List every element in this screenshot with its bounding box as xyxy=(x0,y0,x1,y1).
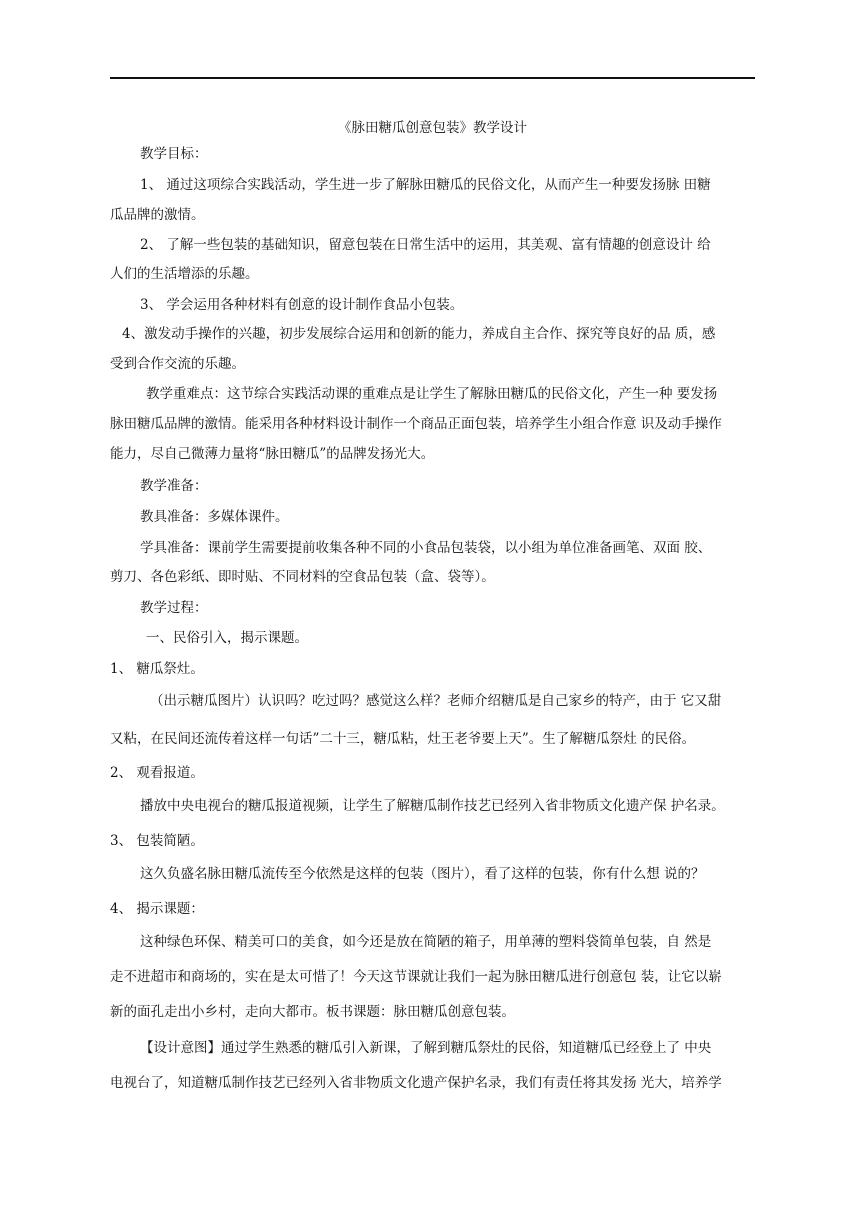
text-line: 教学重难点：这节综合实践活动课的重难点是让学生了解脉田糖瓜的民俗文化，产生一种 要发扬 xyxy=(146,386,718,402)
text-line: 瓜品牌的激情。 xyxy=(110,207,205,223)
text-line: 3、 学会运用各种材料有创意的设计制作食品小包装。 xyxy=(140,297,464,313)
text-line: 这种绿色环保、精美可口的美食，如今还是放在简陋的箱子，用单薄的塑料袋简单包装，自 然是 xyxy=(140,934,712,950)
text-line: 走不进超市和商场的，实在是太可惜了！今天这节课就让我们一起为脉田糖瓜进行创意包 装，让它以崭 xyxy=(110,969,722,985)
text-line: 播放中央电视台的糖瓜报道视频，让学生了解糖瓜制作技艺已经列入省非物质文化遗产保 护名录。 xyxy=(140,798,725,814)
text-line: 教学目标： xyxy=(140,146,208,162)
text-line: 受到合作交流的乐趣。 xyxy=(110,356,245,372)
text-line: 一、民俗引入，揭示课题。 xyxy=(146,630,308,646)
text-line: 脉田糖瓜品牌的激情。能采用各种材料设计制作一个商品正面包装，培养学生小组合作意 识及动手操作 xyxy=(110,416,722,432)
header-rule xyxy=(110,77,755,79)
text-line: （出示糖瓜图片）认识吗？吃过吗？感觉这么样？老师介绍糖瓜是自己家乡的特产，由于 它又甜 xyxy=(150,693,722,709)
text-line: 3、 包装简陋。 xyxy=(110,833,204,849)
text-line: 4、 揭示课题： xyxy=(110,901,204,917)
text-line: 1、 通过这项综合实践活动，学生进一步了解脉田糖瓜的民俗文化，从而产生一种要发扬脉 田糖 xyxy=(140,177,711,193)
text-line: 学具准备：课前学生需要提前收集各种不同的小食品包装袋，以小组为单位准备画笔、双面 胶、 xyxy=(140,540,712,556)
document-title: 《脉田糖瓜创意包装》教学设计 xyxy=(338,120,527,136)
text-line: 电视台了，知道糖瓜制作技艺已经列入省非物质文化遗产保护名录，我们有责任将其发扬 光大，培养学 xyxy=(110,1075,722,1091)
text-line: 剪刀、各色彩纸、即时贴、不同材料的空食品包装（盒、袋等）。 xyxy=(110,569,495,585)
text-line: 能力，尽自己微薄力量将“脉田糖瓜”的品牌发扬光大。 xyxy=(110,446,435,462)
text-line: 又粘，在民间还流传着这样一句话”二十三，糖瓜粘，灶王老爷要上天”。生了解糖瓜祭灶 的民俗。 xyxy=(110,731,696,747)
text-line: 这久负盛名脉田糖瓜流传至今依然是这样的包装（图片），看了这样的包装，你有什么想 说的？ xyxy=(140,866,705,882)
text-line: 新的面孔走出小乡村，走向大都市。板书课题：脉田糖瓜创意包装。 xyxy=(110,1004,515,1020)
text-line: 教学过程： xyxy=(140,600,208,616)
text-line: 人们的生活增添的乐趣。 xyxy=(110,266,259,282)
text-line: 2、 了解一些包装的基础知识，留意包装在日常生活中的运用，其美观、富有情趣的创意设计 给 xyxy=(140,237,711,253)
text-line: 2、 观看报道。 xyxy=(110,765,204,781)
text-line: 教学准备： xyxy=(140,478,208,494)
text-line: 教具准备：多媒体课件。 xyxy=(140,509,289,525)
text-line: 【设计意图】通过学生熟悉的糖瓜引入新课，了解到糖瓜祭灶的民俗，知道糖瓜已经登上了 中央 xyxy=(140,1040,712,1056)
text-line: 1、 糖瓜祭灶。 xyxy=(110,661,204,677)
text-line: 4、激发动手操作的兴趣，初步发展综合运用和创新的能力，养成自主合作、探究等良好的品 质，感 xyxy=(122,326,716,342)
